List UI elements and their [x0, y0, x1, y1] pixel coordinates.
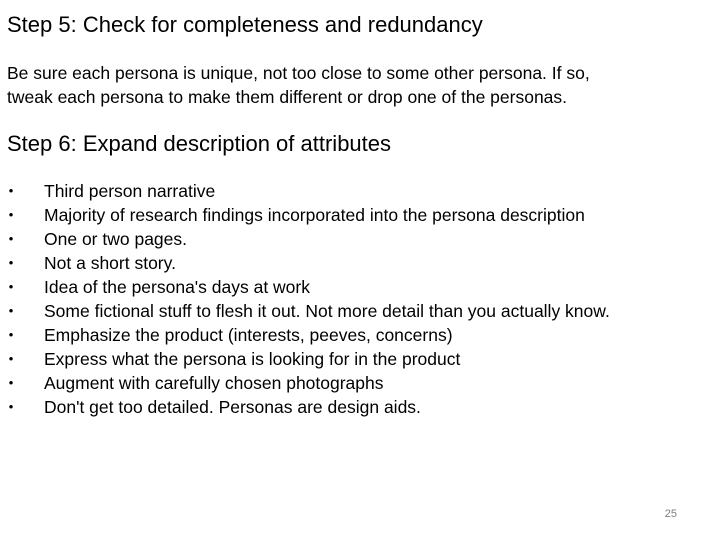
bullet-icon: •	[8, 399, 14, 414]
page-number: 25	[664, 508, 677, 520]
step5-paragraph-line: tweak each persona to make them different or drop one of the personas.	[7, 87, 568, 107]
bullet-icon: •	[8, 231, 14, 246]
bullet-text: Not a short story.	[44, 253, 176, 273]
bullet-text: Express what the persona is looking for in the product	[44, 349, 461, 369]
bullet-text: Third person narrative	[44, 181, 216, 201]
bullet-icon: •	[8, 375, 14, 390]
bullet-text: One or two pages.	[44, 229, 187, 249]
bullet-icon: •	[8, 207, 14, 222]
bullet-text: Emphasize the product (interests, peeves, concerns)	[44, 325, 453, 345]
bullet-icon: •	[8, 303, 14, 318]
bullet-text: Majority of research findings incorporated into the persona description	[44, 205, 585, 225]
step5-paragraph-line: Be sure each persona is unique, not too close to some other persona. If so,	[7, 63, 590, 83]
step6-heading: Step 6: Expand description of attributes	[7, 131, 392, 156]
bullet-text: Idea of the persona's days at work	[44, 277, 310, 297]
bullet-icon: •	[8, 327, 14, 342]
bullet-icon: •	[8, 255, 14, 270]
bullet-icon: •	[8, 279, 14, 294]
bullet-text: Some fictional stuff to flesh it out. Not more detail than you actually know.	[44, 301, 610, 321]
bullet-icon: •	[8, 183, 14, 198]
bullet-text: Don't get too detailed. Personas are design aids.	[44, 397, 421, 417]
step5-paragraph	[7, 61, 707, 109]
bullet-text: Augment with carefully chosen photographs	[44, 373, 384, 393]
bullet-icon: •	[8, 351, 14, 366]
step5-heading: Step 5: Check for completeness and redundancy	[7, 12, 483, 37]
